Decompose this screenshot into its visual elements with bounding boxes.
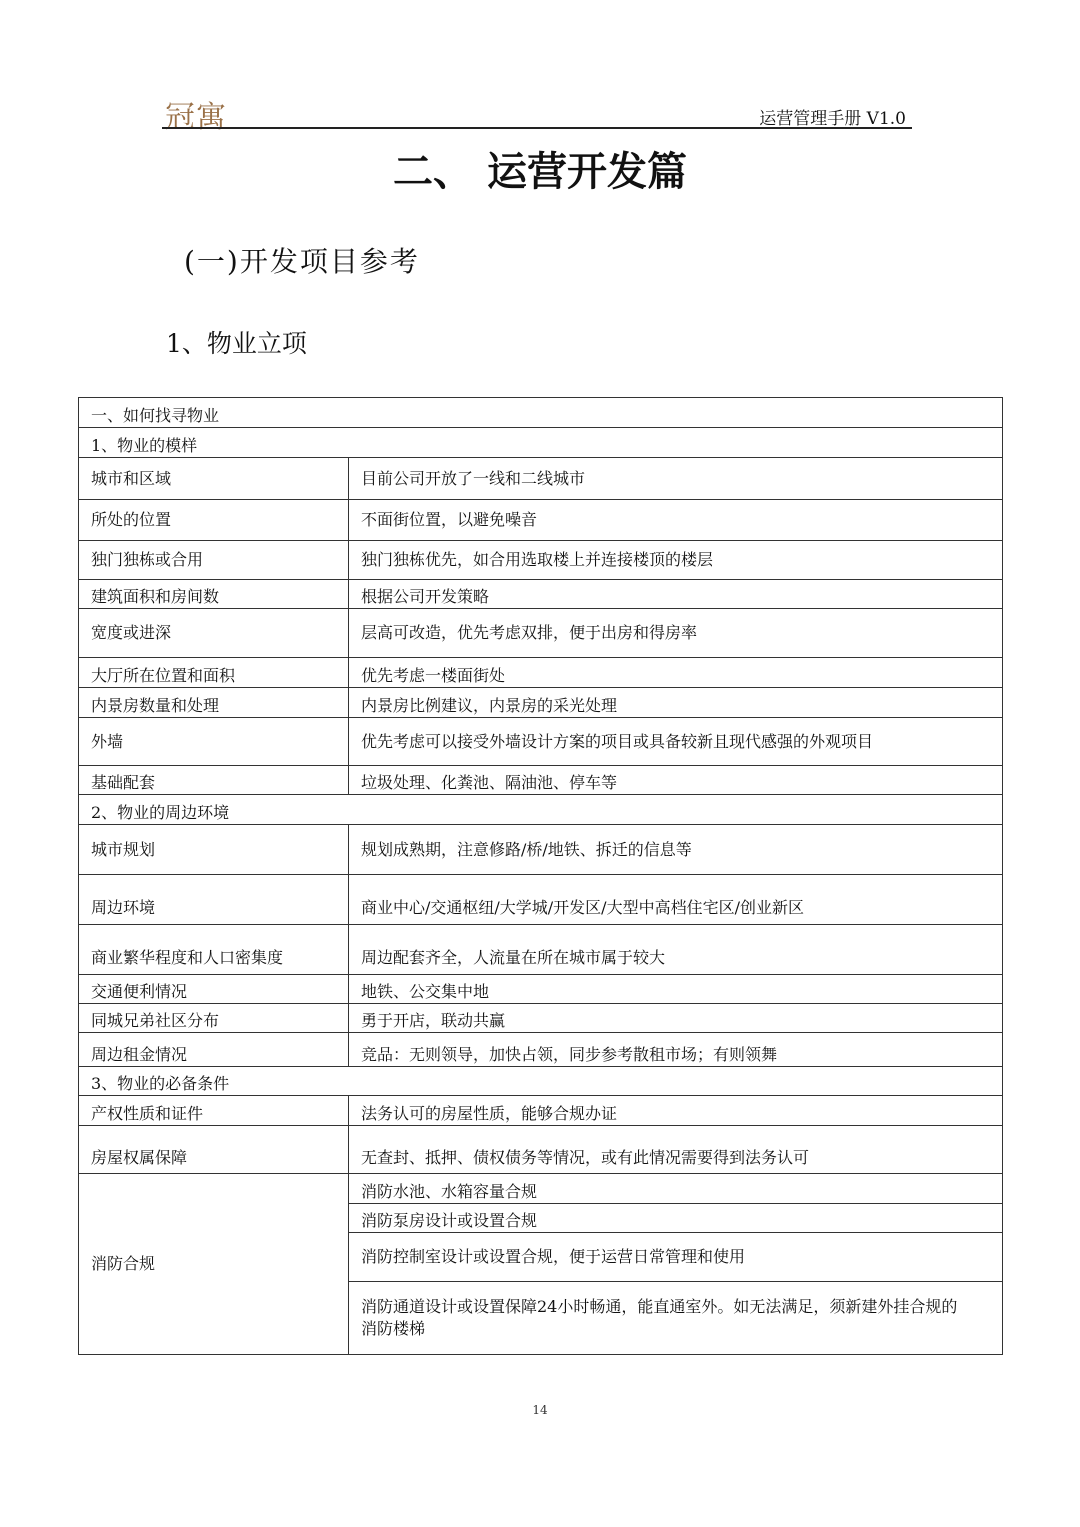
row-label: 内景房数量和处理 xyxy=(79,688,349,718)
table-row xyxy=(79,766,1003,795)
row-value: 目前公司开放了一线和二线城市 xyxy=(349,458,1003,500)
row-value: 独门独栋优先，如合用选取楼上并连接楼顶的楼层 xyxy=(349,541,1003,580)
row-value: 内景房比例建议，内景房的采光处理 xyxy=(349,688,1003,718)
group-title: 3、物业的必备条件 xyxy=(79,1067,1003,1096)
table-row xyxy=(79,458,1003,500)
row-value: 商业中心/交通枢纽/大学城/开发区/大型中高档住宅区/创业新区 xyxy=(349,875,1003,925)
group-title: 1、物业的模样 xyxy=(79,428,1003,458)
row-label: 同城兄弟社区分布 xyxy=(79,1004,349,1033)
group-title-row xyxy=(79,1067,1003,1096)
subsection-title: 1、物业立项 xyxy=(166,329,307,358)
table-row xyxy=(79,688,1003,718)
row-label: 产权性质和证件 xyxy=(79,1096,349,1126)
table-row xyxy=(79,925,1003,975)
row-value: 无查封、抵押、债权债务等情况，或有此情况需要得到法务认可 xyxy=(349,1126,1003,1174)
row-label: 所处的位置 xyxy=(79,500,349,541)
row-value: 根据公司开发策略 xyxy=(349,580,1003,609)
row-label: 城市规划 xyxy=(79,825,349,875)
table-row xyxy=(79,825,1003,875)
row-value: 竞品：无则领导，加快占领，同步参考散租市场；有则领舞 xyxy=(349,1033,1003,1067)
row-value: 地铁、公交集中地 xyxy=(349,975,1003,1004)
page-number: 14 xyxy=(532,1403,548,1417)
table-heading: 一、如何找寻物业 xyxy=(79,398,1003,428)
property-criteria-table xyxy=(78,397,1003,1355)
table-row xyxy=(79,580,1003,609)
fire-item: 消防水池、水箱容量合规 xyxy=(349,1174,1003,1204)
table-row xyxy=(79,875,1003,925)
header-manual-title: 运营管理手册 V1.0 xyxy=(759,109,906,129)
table-row xyxy=(79,718,1003,766)
row-label: 外墙 xyxy=(79,718,349,766)
fire-item: 消防泵房设计或设置合规 xyxy=(349,1204,1003,1233)
table-row xyxy=(79,1174,1003,1204)
chapter-title: 二、 运营开发篇 xyxy=(393,149,687,195)
row-label: 周边租金情况 xyxy=(79,1033,349,1067)
row-label: 宽度或进深 xyxy=(79,609,349,658)
row-label: 交通便利情况 xyxy=(79,975,349,1004)
section-title: (一)开发项目参考 xyxy=(184,245,420,278)
table-row xyxy=(79,658,1003,688)
fire-item: 消防通道设计或设置保障24小时畅通，能直通室外。如无法满足，须新建外挂合规的消防楼梯 xyxy=(349,1282,1003,1355)
row-value: 不面街位置，以避免噪音 xyxy=(349,500,1003,541)
table-row xyxy=(79,1004,1003,1033)
header-logo: 冠寓 xyxy=(165,100,227,135)
row-value: 垃圾处理、化粪池、隔油池、停车等 xyxy=(349,766,1003,795)
row-value: 规划成熟期，注意修路/桥/地铁、拆迁的信息等 xyxy=(349,825,1003,875)
table-row xyxy=(79,1096,1003,1126)
fire-item: 消防控制室设计或设置合规，便于运营日常管理和使用 xyxy=(349,1233,1003,1282)
table-heading-row xyxy=(79,398,1003,428)
group-title-row xyxy=(79,795,1003,825)
group-title-row xyxy=(79,428,1003,458)
header-divider xyxy=(162,127,912,129)
row-value: 勇于开店，联动共赢 xyxy=(349,1004,1003,1033)
group-title: 2、物业的周边环境 xyxy=(79,795,1003,825)
table-row xyxy=(79,609,1003,658)
table-row xyxy=(79,1126,1003,1174)
table-row xyxy=(79,500,1003,541)
table-row xyxy=(79,1033,1003,1067)
row-value: 周边配套齐全，人流量在所在城市属于较大 xyxy=(349,925,1003,975)
row-value: 优先考虑可以接受外墙设计方案的项目或具备较新且现代感强的外观项目 xyxy=(349,718,1003,766)
table-row xyxy=(79,975,1003,1004)
row-label: 大厅所在位置和面积 xyxy=(79,658,349,688)
row-value: 优先考虑一楼面街处 xyxy=(349,658,1003,688)
row-label: 独门独栋或合用 xyxy=(79,541,349,580)
row-value: 层高可改造，优先考虑双排，便于出房和得房率 xyxy=(349,609,1003,658)
row-label: 城市和区域 xyxy=(79,458,349,500)
row-label: 房屋权属保障 xyxy=(79,1126,349,1174)
row-label: 周边环境 xyxy=(79,875,349,925)
fire-compliance-label: 消防合规 xyxy=(79,1174,349,1355)
row-label: 建筑面积和房间数 xyxy=(79,580,349,609)
row-label: 商业繁华程度和人口密集度 xyxy=(79,925,349,975)
table-row xyxy=(79,541,1003,580)
row-value: 法务认可的房屋性质，能够合规办证 xyxy=(349,1096,1003,1126)
row-label: 基础配套 xyxy=(79,766,349,795)
